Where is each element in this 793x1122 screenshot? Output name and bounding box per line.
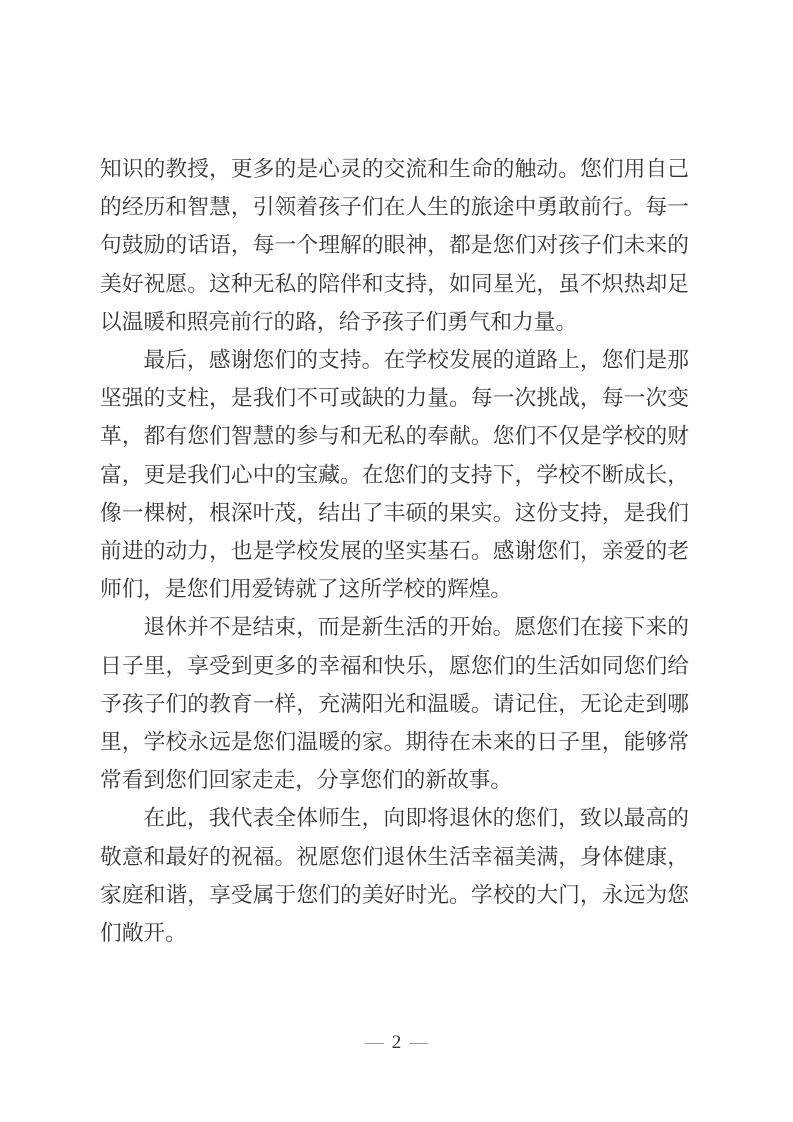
document-body — [100, 150, 689, 952]
paragraph-4: 在此，我代表全体师生，向即将退休的您们，致以最高的敬意和最好的祝福。祝愿您们退休生活幸福美满，身体健康，家庭和谐，享受属于您们的美好时光。学校的大门，永远为您们敞开。 — [100, 806, 689, 946]
paragraph-3: 退休并不是结束，而是新生活的开始。愿您们在接下来的日子里，享受到更多的幸福和快乐，愿您们的生活如同您们给予孩子们的教育一样，充满阳光和温暖。请记住，无论走到哪里，学校永远是您们温暖的家。期待在未来的日子里，能够常常看到您们回家走走，分享您们的新故事。 — [100, 615, 689, 793]
page-footer — [0, 1031, 793, 1055]
page-number: 2 — [391, 1032, 402, 1053]
footer-dash-right: — — [409, 1032, 429, 1053]
footer-dash-left: — — [364, 1032, 384, 1053]
paragraph-2: 最后，感谢您们的支持。在学校发展的道路上，您们是那坚强的支柱，是我们不可或缺的力量。每一次挑战，每一次变革，都有您们智慧的参与和无私的奉献。您们不仅是学校的财富，更是我们心中的宝藏。在您们的支持下，学校不断成长，像一棵树，根深叶茂，结出了丰硕的果实。这份支持，是我们前进的动力，也是学校发展的坚实基石。感谢您们，亲爱的老师们，是您们用爱铸就了这所学校的辉煌。 — [100, 348, 689, 602]
paragraph-1: 知识的教授，更多的是心灵的交流和生命的触动。您们用自己的经历和智慧，引领着孩子们在人生的旅途中勇敢前行。每一句鼓励的话语，每一个理解的眼神，都是您们对孩子们未来的美好祝愿。这种无私的陪伴和支持，如同星光，虽不炽热却足以温暖和照亮前行的路，给予孩子们勇气和力量。 — [100, 157, 689, 334]
